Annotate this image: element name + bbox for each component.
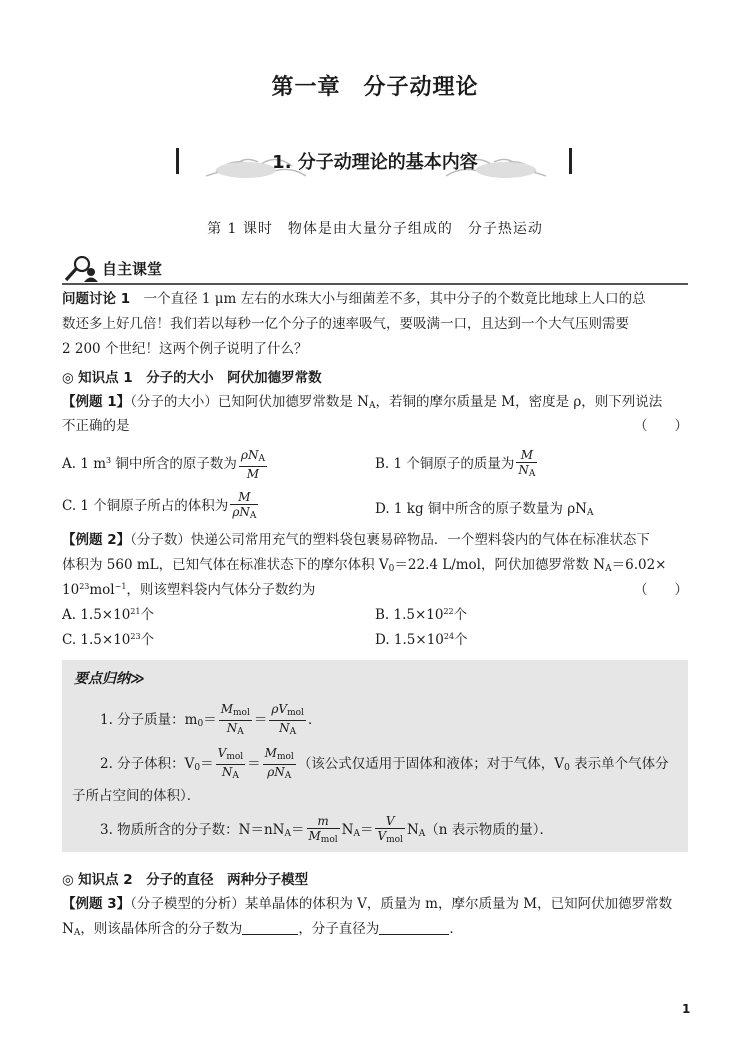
example-2-line2: 体积为 560 mL，已知气体在标准状态下的摩尔体积 $V_0=22.4$ L/mol，阿伏加德罗常数 $N_A=6.02\times$: [62, 557, 667, 574]
discussion-paragraph: 问题讨论 1 一个直径 1 μm 左右的水珠大小与细菌差不多，其中分子的个数竟比地球上人口的总 数还多上好几倍！我们若以每秒一亿个分子的速率吸气，要吸满一口，且达到一个大气压则需要 2 200 个世纪！这两个例子说明了什么？: [62, 291, 646, 357]
key-point-3: 3. 物质所含的分子数：$N=nN_A=$ $\frac{m}{M_{mol}}$ $N_A=$ $\frac{V}{V_{mol}}$ $N_A(n$ 表示物质的量）．: [100, 814, 554, 845]
example-1-option-b: B. 1 个铜原子的质量为 $\frac{M}{N_A}$: [375, 448, 536, 479]
example-2-line1: 【例题 2】（分子数）快递公司常用充气的塑料袋包裹易碎物品．一个塑料袋内的气体在标准状态下: [62, 532, 650, 548]
heading-divider: [62, 283, 688, 285]
example-1-option-a: A. 1 $m^3$ 铜中所含的原子数为 $\frac{\rho N_A}{M}$: [62, 448, 265, 481]
answer-blank-count[interactable]: [242, 920, 298, 935]
example-1-option-d: D. 1 kg 铜中所含的原子数量为 $\rho N_A$: [375, 501, 594, 518]
magnifier-person-icon: [62, 256, 98, 282]
example-1-line2: 不正确的是 （ ）: [62, 418, 688, 434]
knowledge-point-1: ◎ 知识点 1 分子的大小 阿伏加德罗常数: [62, 370, 322, 386]
key-point-2: 2. 分子体积：$V_0=$ $\frac{V_{mol}}{N_A}$ ＝ $\frac{M_{mol}}{\rho N_A}$ （该公式仅适用于固体和液体；对于气体，$V_0$ 表示单个气体分: [100, 746, 669, 781]
knowledge-point-2: ◎ 知识点 2 分子的直径 两种分子模型: [62, 872, 309, 888]
self-study-label: 自主课堂: [102, 260, 163, 278]
example-1-option-c: C. 1 个铜原子所占的体积为 $\frac{M}{\rho N_A}$: [62, 490, 257, 521]
answer-blank-diameter[interactable]: [379, 920, 449, 935]
example-3-line1: 【例题 3】（分子模型的分析）某单晶体的体积为 V，质量为 m，摩尔质量为 M，已知阿伏加德罗常数: [62, 896, 673, 912]
example-1-line1: 【例题 1】（分子的大小）已知阿伏加德罗常数是 $N_A$，若铜的摩尔质量是 M，密度是 ρ，则下列说法: [62, 394, 663, 411]
example-2-option-c: C. $1.5\times 10^{23}$个: [62, 632, 155, 648]
chapter-title: 第一章 分子动理论: [271, 75, 479, 100]
example-2-option-d: D. $1.5\times 10^{24}$个: [375, 632, 468, 648]
key-points-box: [62, 660, 688, 852]
lesson-title: 第 1 课时 物体是由大量分子组成的 分子热运动: [207, 221, 543, 237]
page-number: 1: [682, 1002, 691, 1016]
example-2-option-a: A. $1.5\times 10^{21}$个: [62, 607, 154, 623]
key-point-1: 1. 分子质量：$m_0=$ $\frac{M_{mol}}{N_A}$ ＝ $\frac{\rho V_{mol}}{N_A}$ ．: [100, 702, 322, 737]
example-2-line3: $10^{23}mol^{-1}$，则该塑料袋内气体分子数约为 （ ）: [62, 582, 688, 598]
example-3-line2: $N_A$，则该晶体所含的分子数为 ，分子直径为 ．: [62, 921, 463, 938]
section-title: 1. 分子动理论的基本内容: [272, 152, 478, 173]
key-point-2-cont: 子所占空间的体积）．: [72, 788, 201, 804]
key-points-title: 要点归纳≫: [74, 671, 145, 687]
example-2-option-b: B. $1.5\times 10^{22}$个: [375, 607, 468, 623]
